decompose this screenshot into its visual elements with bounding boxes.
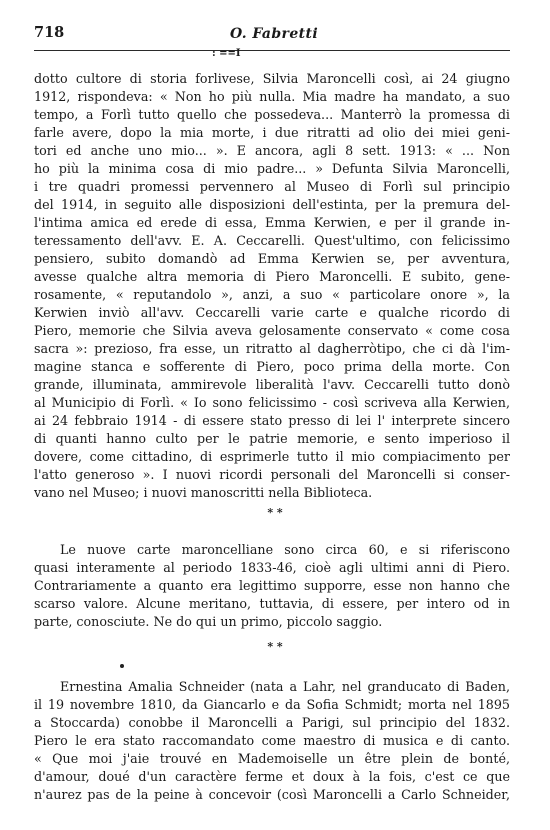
text-line: l'intima amica ed erede di essa, Emma Kerwien, e per il grande in- [34, 215, 510, 230]
text-line: del 1914, in seguito alle disposizioni dell'estinta, per la premura del- [34, 197, 510, 212]
text-line: ai 24 febbraio 1914 - di essere stato presso di lei l' interprete sincero [34, 413, 510, 428]
text-line: magine stanca e sofferente di Piero, poco prima della morte. Con [34, 359, 510, 374]
text-line: quasi interamente al periodo 1833-46, cioè agli ultimi anni di Piero. [34, 560, 510, 575]
text-line: grande, illuminata, ammirevole liberalità l'avv. Ceccarelli tutto donò [34, 377, 510, 392]
text-line: teressamento dell'avv. E. A. Ceccarelli. Quest'ultimo, con felicissimo [34, 233, 510, 248]
text-line: Contrariamente a quanto era legittimo supporre, esse non hanno che [34, 578, 510, 593]
text-line: Ernestina Amalia Schneider (nata a Lahr, nel granducato di Baden, [60, 679, 510, 694]
text-line: vano nel Museo; i nuovi manoscritti nella Biblioteca. [34, 485, 373, 500]
text-line: 1912, rispondeva: « Non ho più nulla. Mia madre ha mandato, a suo [34, 89, 510, 104]
separator-glyphs: * * [267, 506, 283, 519]
text-line: i tre quadri promessi pervennero al Museo di Forlì sul principio [34, 179, 510, 194]
text-line: dotto cultore di storia forlivese, Silvia Maroncelli così, ai 24 giugno [34, 71, 510, 86]
text-line: tempo, a Forlì tutto quello che possedeva... Manterrò la promessa di [34, 107, 510, 122]
text-line: a Stoccarda) conobbe il Maroncelli a Parigi, sul principio del 1832. [34, 715, 510, 730]
text-line: n'aurez pas de la peine à concevoir (così Maroncelli a Carlo Schneider, [34, 787, 510, 802]
text-line: ho più la minima cosa di mio padre... » Defunta Silvia Maroncelli, [34, 161, 510, 176]
text-line: al Municipio di Forlì. « Io sono felicissimo - così scriveva alla Kerwien, [34, 395, 510, 410]
separator-glyphs: * * [267, 640, 283, 653]
text-line: Piero, memorie che Silvia aveva gelosamente conservato « come cosa [34, 323, 510, 338]
text-line: « Que moi j'aie trouvé en Mademoiselle un être plein de bonté, [34, 751, 510, 766]
ink-speck [120, 664, 124, 668]
text-line: rosamente, « reputandolo », anzi, a suo « particolare onore », la [34, 287, 510, 302]
section-separator [0, 642, 550, 651]
printer-marks: : ==I [212, 48, 241, 59]
running-title: O. Fabretti [230, 26, 319, 42]
text-line: scarso valore. Alcune meritano, tuttavia, di essere, per intero od in [34, 596, 510, 611]
text-line: avesse qualche altra memoria di Piero Maroncelli. E subito, gene- [34, 269, 510, 284]
text-line: sacra »: prezioso, fra esse, un ritratto al dagherròtipo, che ci dà l'im- [34, 341, 510, 356]
page-number: 718 [34, 24, 65, 41]
text-line: Kerwien inviò all'avv. Ceccarelli varie carte e qualche ricordo di [34, 305, 510, 320]
text-line: pensiero, subito domandò ad Emma Kerwien se, per avventura, [34, 251, 510, 266]
section-separator [0, 508, 550, 517]
text-line: Piero le era stato raccomandato come maestro di musica e di canto. [34, 733, 510, 748]
text-line: dovere, come cittadino, di esprimerle tutto il mio compiacimento per [34, 449, 510, 464]
header-rule [34, 50, 510, 51]
text-line: di quanti hanno culto per le patrie memorie, e sento imperioso il [34, 431, 510, 446]
text-line: farle avere, dopo la mia morte, i due ritratti ad olio dei miei geni- [34, 125, 510, 140]
text-line: parte, conosciute. Ne do qui un primo, piccolo saggio. [34, 614, 383, 629]
text-line: Le nuove carte maroncelliane sono circa 60, e si riferiscono [60, 542, 510, 557]
text-line: il 19 novembre 1810, da Giancarlo e da Sofia Schmidt; morta nel 1895 [34, 697, 510, 712]
text-line: tori ed anche uno mio... ». E ancora, agli 8 sett. 1913: « ... Non [34, 143, 510, 158]
text-line: l'atto generoso ». I nuovi ricordi personali del Maroncelli si conser- [34, 467, 510, 482]
page-header [34, 24, 510, 48]
text-line: d'amour, doué d'un caractère ferme et doux à la fois, c'est ce que [34, 769, 510, 784]
